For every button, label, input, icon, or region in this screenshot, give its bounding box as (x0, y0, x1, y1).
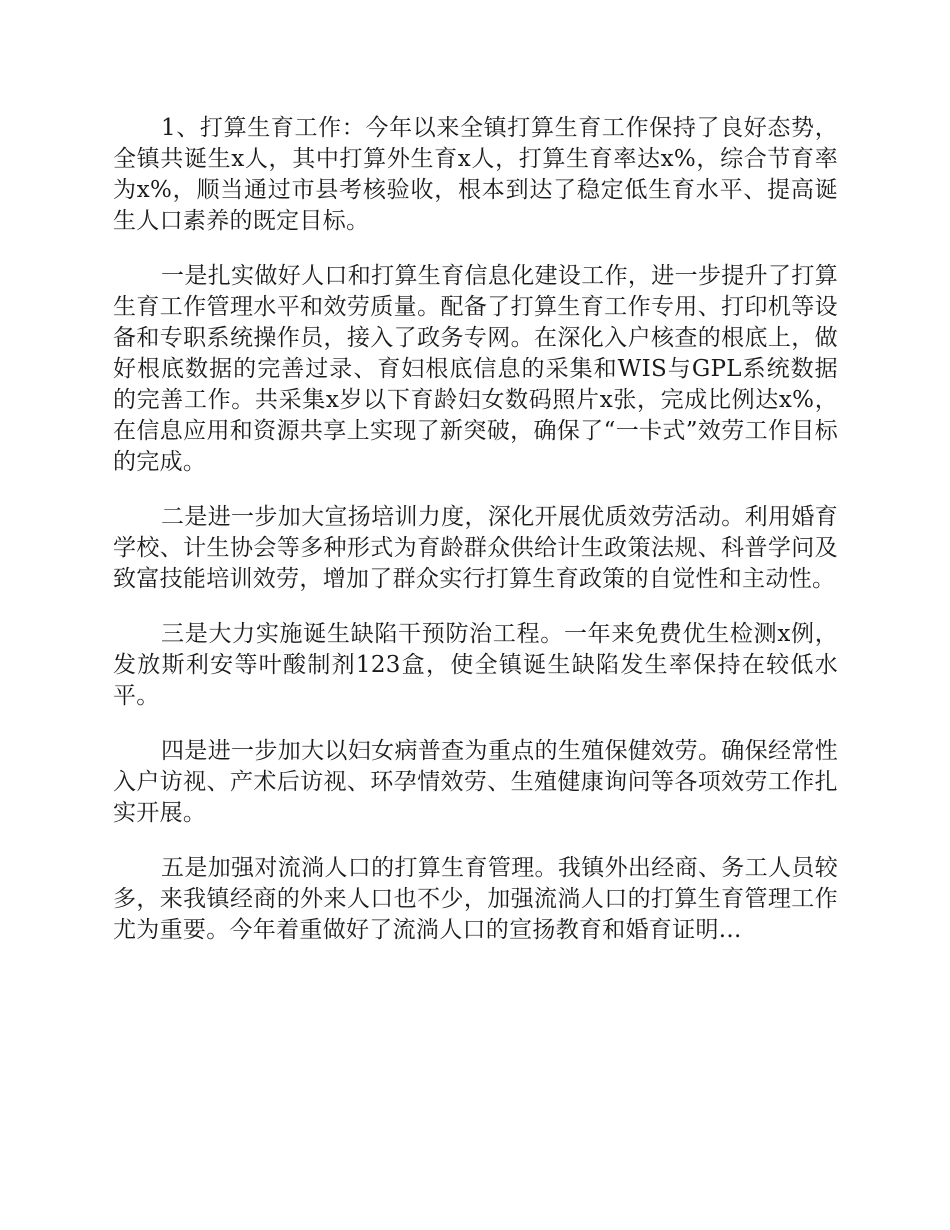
document-body (113, 113, 838, 970)
paragraph-training: 二是进一步加大宣扬培训力度，深化开展优质效劳活动。利用婚育学校、计生协会等多种形式为育龄群众供给计生政策法规、科普学问及致富技能培训效劳，增加了群众实行打算生育政策的自觉性和主动性。 (113, 504, 838, 592)
paragraph-birth-defects: 三是大力实施诞生缺陷干预防治工程。一年来免费优生检测x例，发放斯利安等叶酸制剂123盒，使全镇诞生缺陷发生率保持在较低水平。 (113, 621, 838, 709)
paragraph-floating-population: 五是加强对流淌人口的打算生育管理。我镇外出经商、务工人员较多，来我镇经商的外来人口也不少，加强流淌人口的打算生育管理工作尤为重要。今年着重做好了流淌人口的宣扬教育和婚育证明... (113, 855, 838, 943)
paragraph-family-planning: 1、打算生育工作：今年以来全镇打算生育工作保持了良好态势，全镇共诞生x人，其中打算外生育x人，打算生育率达x%，综合节育率为x%，顺当通过市县考核验收，根本到达了稳定低生育水平、提高诞生人口素养的既定目标。 (113, 115, 838, 234)
paragraph-information-construction: 一是扎实做好人口和打算生育信息化建设工作，进一步提升了打算生育工作管理水平和效劳质量。配备了打算生育工作专用、打印机等设备和专职系统操作员，接入了政务专网。在深化入户核查的根底上，做好根底数据的完善过录、育妇根底信息的采集和WIS与GPL系统数据的完善工作。共采集x岁以下育龄妇女数码照片x张，完成比例达x%，在信息应用和资源共享上实现了新突破，确保了“一卡式”效劳工作目标的完成。 (113, 263, 838, 475)
paragraph-reproductive-health: 四是进一步加大以妇女病普查为重点的生殖保健效劳。确保经常性入户访视、产术后访视、环孕情效劳、生殖健康询问等各项效劳工作扎实开展。 (113, 738, 838, 826)
